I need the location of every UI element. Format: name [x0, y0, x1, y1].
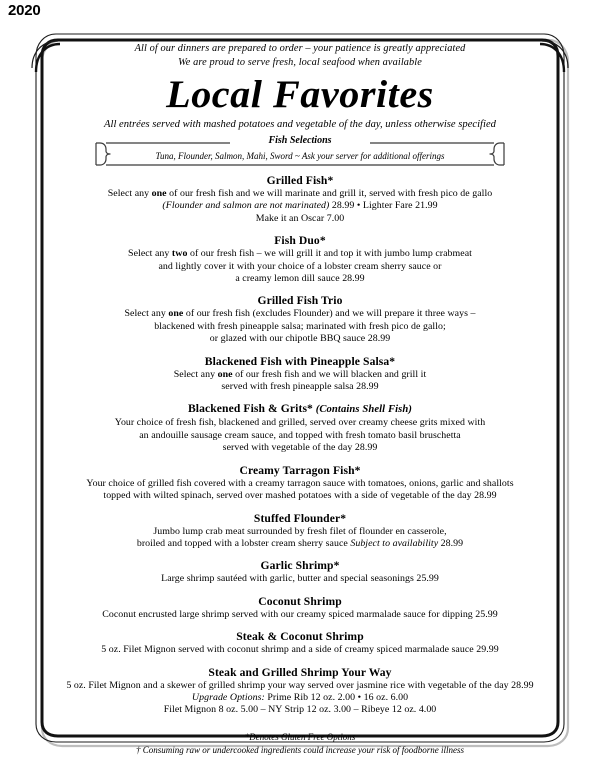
- footer-gluten-note: *Denotes Gluten Free Options: [244, 731, 356, 742]
- menu-item-description-line: or glazed with our chipotle BBQ sauce 28.99: [209, 333, 391, 345]
- menu-item-name: Coconut Shrimp: [258, 594, 342, 608]
- menu-item-description-line: Jumbo lump crab meat surrounded by fresh filet of flounder en casserole,: [153, 525, 447, 537]
- menu-item: [52, 233, 548, 285]
- menu-item-name: Grilled Fish Trio: [257, 294, 343, 308]
- menu-item-name: Blackened Fish & Grits* (Contains Shell Fish): [187, 402, 413, 416]
- menu-item-name: Fish Duo*: [274, 234, 326, 248]
- menu-item-description-line: Select any one of our fresh fish and we will blacken and grill it: [173, 368, 427, 380]
- menu-item-description-line: an andouille sausage cream sauce, and topped with fresh tomato basil bruschetta: [139, 429, 461, 441]
- intro-line-1: All of our dinners are prepared to order – your patience is greatly appreciated: [134, 43, 466, 54]
- menu-item: [52, 463, 548, 503]
- menu-item: [52, 558, 548, 585]
- menu-item-description-line: Your choice of fresh fish, blackened and grilled, served over creamy cheese grits mixed with: [114, 417, 486, 429]
- menu-item: [52, 594, 548, 621]
- menu-item-description-line: Your choice of grilled fish covered with a creamy tarragon sauce with tomatoes, onions, garlic and shallots: [86, 477, 514, 489]
- menu-item-description-line: Select any two of our fresh fish – we will grill it and top it with jumbo lump crabmeat: [128, 248, 472, 260]
- fish-selections-label: Fish Selections: [90, 135, 510, 147]
- menu-item: [52, 665, 548, 717]
- menu-item: [52, 293, 548, 345]
- fish-selections-text: Tuna, Flounder, Salmon, Mahi, Sword ~ Ask your server for additional offerings: [155, 151, 445, 161]
- intro-line-2: We are proud to serve fresh, local seafood when available: [178, 56, 422, 68]
- menu-item-description-line: served with fresh pineapple salsa 28.99: [221, 381, 379, 393]
- menu-content: [38, 30, 562, 755]
- footer-health-note: † Consuming raw or undercooked ingredients could increase your risk of foodborne illness: [136, 744, 464, 755]
- menu-footer: [52, 731, 548, 757]
- menu-item-description-line: 5 oz. Filet Mignon and a skewer of grilled shrimp your way served over jasmine rice with vegetable of the day 28.99: [66, 679, 534, 691]
- year-header: 2020: [8, 2, 41, 19]
- menu-item-description-line: Make it an Oscar 7.00: [255, 212, 345, 224]
- menu-frame: [26, 22, 574, 755]
- menu-item-description-line: (Flounder and salmon are not marinated) 28.99 • Lighter Fare 21.99: [162, 200, 438, 212]
- menu-item-name: Creamy Tarragon Fish*: [239, 463, 361, 477]
- menu-item-description-line: Select any one of our fresh fish (excludes Flounder) and we will prepare it three ways –: [124, 308, 476, 320]
- menu-item: [52, 173, 548, 225]
- menu-item-name: Garlic Shrimp*: [260, 559, 340, 573]
- menu-item-name: Steak and Grilled Shrimp Your Way: [208, 665, 392, 679]
- menu-item-list: [52, 173, 548, 717]
- menu-item-description-line: served with vegetable of the day 28.99: [222, 442, 378, 454]
- menu-item: [52, 629, 548, 656]
- menu-item-description-line: Filet Mignon 8 oz. 5.00 – NY Strip 12 oz. 3.00 – Ribeye 12 oz. 4.00: [163, 704, 437, 716]
- menu-item: [52, 401, 548, 454]
- menu-item: [52, 511, 548, 551]
- menu-item-description-line: Large shrimp sautéed with garlic, butter and special seasonings 25.99: [161, 573, 439, 585]
- menu-item-description-line: blackened with fresh pineapple salsa; marinated with fresh pico de gallo;: [154, 320, 446, 332]
- menu-item-description-line: topped with wilted spinach, served over mashed potatoes with a side of vegetable of the day 28.99: [103, 490, 497, 502]
- menu-item-name-suffix: (Contains Shell Fish): [312, 404, 413, 416]
- menu-item-description-line: Upgrade Options: Prime Rib 12 oz. 2.00 • 16 oz. 6.00: [191, 691, 409, 703]
- page-subtitle: All entrées served with mashed potatoes and vegetable of the day, unless otherwise specified: [104, 119, 496, 130]
- menu-item-name: Blackened Fish with Pineapple Salsa*: [204, 354, 396, 368]
- menu-item-description-line: a creamy lemon dill sauce 28.99: [235, 273, 365, 285]
- menu-item-name: Steak & Coconut Shrimp: [236, 630, 364, 644]
- menu-item-description-line: and lightly cover it with your choice of a lobster cream sherry sauce or: [158, 260, 442, 272]
- menu-item-description-line: Coconut encrusted large shrimp served with our creamy spiced marmalade sauce for dipping 25.99: [102, 608, 498, 620]
- menu-item-description-line: 5 oz. Filet Mignon served with coconut shrimp and a side of creamy spiced marmalade sauce 29.99: [101, 644, 499, 656]
- menu-item-description-line: Select any one of our fresh fish and we will marinate and grill it, served with fresh pico de gallo: [107, 188, 493, 199]
- menu-item-description-line: broiled and topped with a lobster cream sherry sauce Subject to availability 28.99: [136, 537, 464, 549]
- menu-item-name: Grilled Fish*: [266, 174, 334, 187]
- fish-selections-plaque: [90, 135, 510, 169]
- menu-item-name: Stuffed Flounder*: [253, 511, 347, 525]
- menu-item: [52, 354, 548, 394]
- page-title: Local Favorites: [166, 73, 434, 116]
